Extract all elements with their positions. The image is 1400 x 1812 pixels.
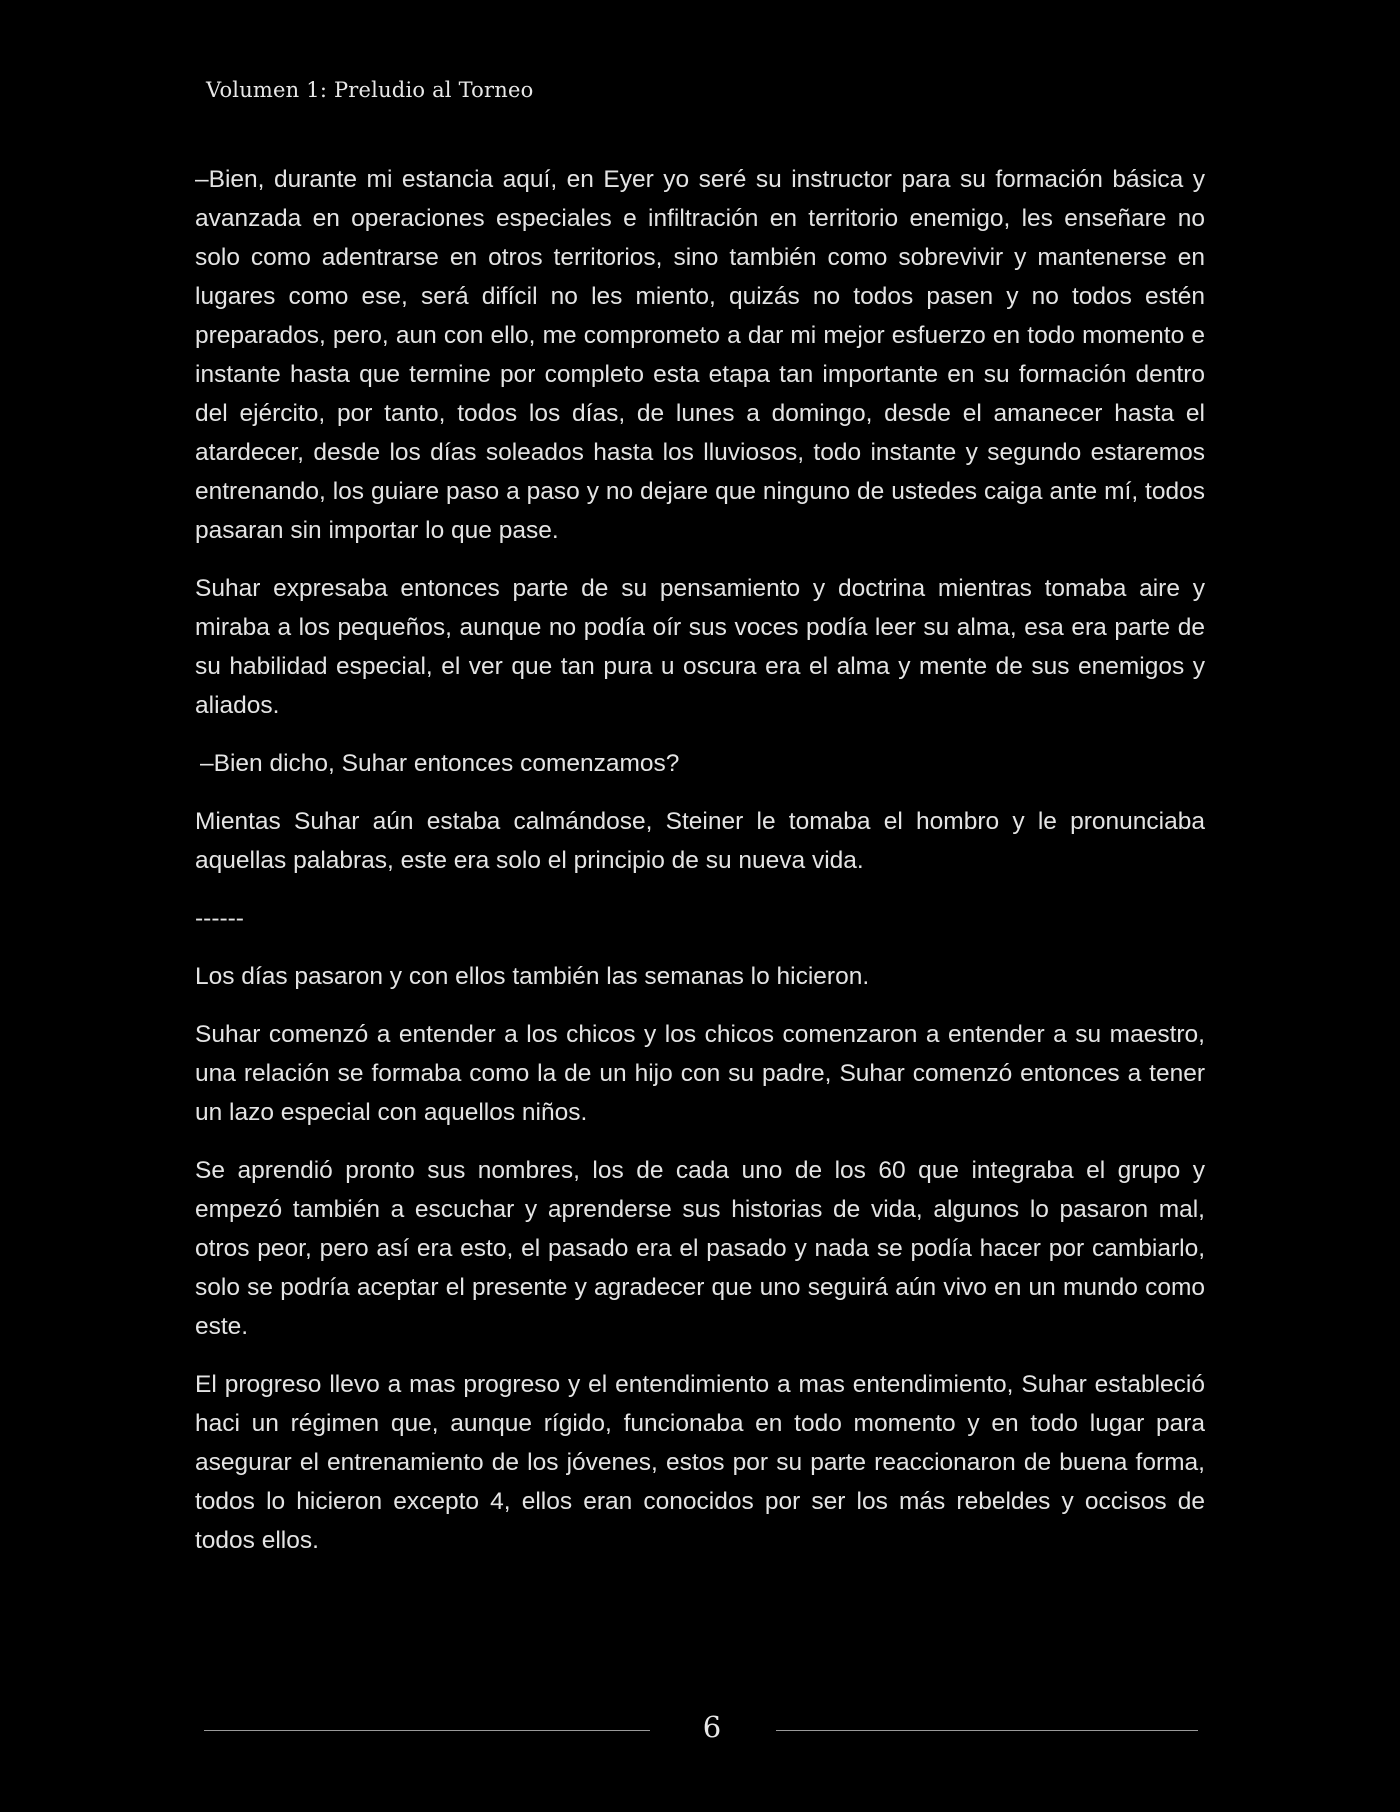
paragraph-names: Se aprendió pronto sus nombres, los de cada uno de los 60 que integraba el grupo y empezó también a escuchar y aprenderse sus historias de vida, algunos lo pasaron mal, otros peor, pero así era esto, el pasado era el pasado y nada se podía hacer por cambiarlo, solo se podría aceptar el presente y agradecer que uno seguirá aún vivo en un mundo como este. [195,1157,1205,1340]
paragraph-progress: El progreso llevo a mas progreso y el entendimiento a mas entendimiento, Suhar estableció haci un régimen que, aunque rígido, funcionaba en todo momento y en todo lugar para asegurar el entrenamiento de los jóvenes, estos por su parte reaccionaron de buena forma, todos lo hicieron excepto 4, ellos eran conocidos por ser los más rebeldes y occisos de todos ellos. [195,1371,1205,1554]
running-header: Volumen 1: Preludio al Torneo [206,78,534,102]
footer-rule-right [776,1730,1198,1731]
page-body [195,160,1205,1579]
paragraph-days-passed: Los días pasaron y con ellos también las semanas lo hicieron. [195,963,870,990]
page-footer [0,1710,1400,1754]
footer-rule-left [204,1730,650,1731]
scene-separator: ------ [195,905,244,932]
paragraph-relationship: Suhar comenzó a entender a los chicos y los chicos comenzaron a entender a su maestro, una relación se formaba como la de un hijo con su padre, Suhar comenzó entonces a tener un lazo especial con aquellos niños. [195,1021,1205,1126]
paragraph-dialogue-steiner: –Bien dicho, Suhar entonces comenzamos? [200,750,680,777]
paragraph-suhar-thoughts: Suhar expresaba entonces parte de su pensamiento y doctrina mientras tomaba aire y miraba a los pequeños, aunque no podía oír sus voces podía leer su alma, esa era parte de su habilidad especial, el ver que tan pura u oscura era el alma y mente de sus enemigos y aliados. [195,575,1205,719]
paragraph-steiner-shoulder: Mientas Suhar aún estaba calmándose, Steiner le tomaba el hombro y le pronunciaba aquellas palabras, este era solo el principio de su nueva vida. [195,808,1205,874]
page-number: 6 [702,1710,722,1744]
paragraph-dialogue-instructor: –Bien, durante mi estancia aquí, en Eyer yo seré su instructor para su formación básica y avanzada en operaciones especiales e infiltración en territorio enemigo, les enseñare no solo como adentrarse en otros territorios, sino también como sobrevivir y mantenerse en lugares como ese, será difícil no les miento, quizás no todos pasen y no todos estén preparados, pero, aun con ello, me comprometo a dar mi mejor esfuerzo en todo momento e instante hasta que termine por completo esta etapa tan importante en su formación dentro del ejército, por tanto, todos los días, de lunes a domingo, desde el amanecer hasta el atardecer, desde los días soleados hasta los lluviosos, todo instante y segundo estaremos entrenando, los guiare paso a paso y no dejare que ninguno de ustedes caiga ante mí, todos pasaran sin importar lo que pase. [195,166,1205,544]
